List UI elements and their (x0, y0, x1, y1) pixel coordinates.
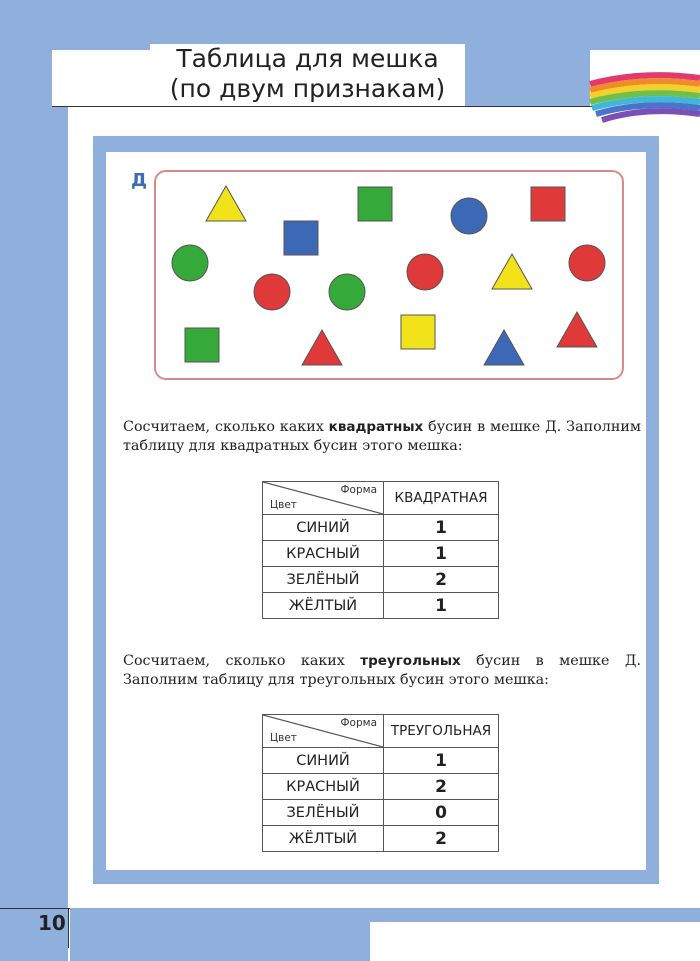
row-value: 1 (384, 541, 499, 567)
row-label: СИНИЙ (263, 515, 384, 541)
paragraph-triangle-bold: треугольных (360, 653, 461, 669)
corner-color-label: Цвет (270, 499, 297, 511)
table-row (263, 800, 499, 826)
header-block (465, 50, 590, 107)
table-row (263, 515, 499, 541)
bead-blue-square (284, 221, 318, 255)
header-rule (52, 106, 592, 107)
bead-red-circle (407, 254, 443, 290)
row-value: 2 (384, 774, 499, 800)
bead-green-circle (329, 274, 365, 310)
row-value: 2 (384, 826, 499, 852)
row-value: 2 (384, 567, 499, 593)
row-label: ЗЕЛЁНЫЙ (263, 800, 384, 826)
paragraph-triangle-text1: Сосчитаем, сколько каких (123, 653, 361, 669)
corner-color-label: Цвет (270, 732, 297, 744)
bead-red-triangle (557, 312, 597, 347)
bead-red-circle (569, 245, 605, 281)
paragraph-square-text1: Сосчитаем, сколько каких (123, 419, 329, 435)
bead-blue-triangle (484, 330, 524, 365)
page-number: 10 (38, 911, 66, 935)
footer-rule (0, 908, 70, 909)
table-corner (263, 715, 384, 748)
bead-yellow-triangle (492, 254, 532, 289)
corner-form-label: Форма (340, 484, 377, 496)
page-title-line1: Таблица для мешка (176, 44, 439, 73)
table-row (263, 541, 499, 567)
bead-green-square (185, 328, 219, 362)
paragraph-triangle-text2: бусин в мешке Д. Заполним таблицу для треугольных бусин этого мешка: (123, 653, 641, 688)
column-header: ТРЕУГОЛЬНАЯ (384, 715, 499, 748)
paragraph-square-bold: квадратных (328, 419, 424, 435)
page-title-line2: (по двум признакам) (169, 74, 446, 103)
table-row (263, 826, 499, 852)
bead-red-square (531, 187, 565, 221)
corner-form-label: Форма (340, 717, 377, 729)
table-row (263, 774, 499, 800)
row-value: 0 (384, 800, 499, 826)
bead-red-triangle (302, 330, 342, 365)
paragraph-square-text2: бусин в мешке Д. Заполним таблицу для квадратных бусин этого мешка: (123, 419, 641, 454)
table-row (263, 567, 499, 593)
top-band (0, 0, 700, 50)
row-value: 1 (384, 748, 499, 774)
bottom-white (370, 922, 700, 961)
row-label: ЖЁЛТЫЙ (263, 593, 384, 619)
page-title (150, 44, 465, 104)
table-row (263, 748, 499, 774)
row-label: СИНИЙ (263, 748, 384, 774)
bead-blue-circle (451, 198, 487, 234)
paragraph-triangle (123, 652, 641, 690)
footer-divider (68, 908, 69, 948)
row-value: 1 (384, 593, 499, 619)
row-label: КРАСНЫЙ (263, 541, 384, 567)
beads-illustration (154, 170, 624, 380)
table-corner (263, 482, 384, 515)
bead-green-square (358, 187, 392, 221)
square-table (262, 481, 499, 619)
paragraph-square (123, 418, 641, 456)
table-row (263, 593, 499, 619)
bag-label: Д (131, 170, 148, 191)
row-label: КРАСНЫЙ (263, 774, 384, 800)
column-header: КВАДРАТНАЯ (384, 482, 499, 515)
row-label: ЗЕЛЁНЫЙ (263, 567, 384, 593)
row-value: 1 (384, 515, 499, 541)
triangle-table (262, 714, 499, 852)
bead-yellow-square (401, 315, 435, 349)
bead-red-circle (254, 274, 290, 310)
bead-yellow-triangle (206, 186, 246, 221)
bead-green-circle (172, 245, 208, 281)
rainbow-icon (588, 70, 700, 132)
row-label: ЖЁЛТЫЙ (263, 826, 384, 852)
left-band (0, 0, 68, 961)
